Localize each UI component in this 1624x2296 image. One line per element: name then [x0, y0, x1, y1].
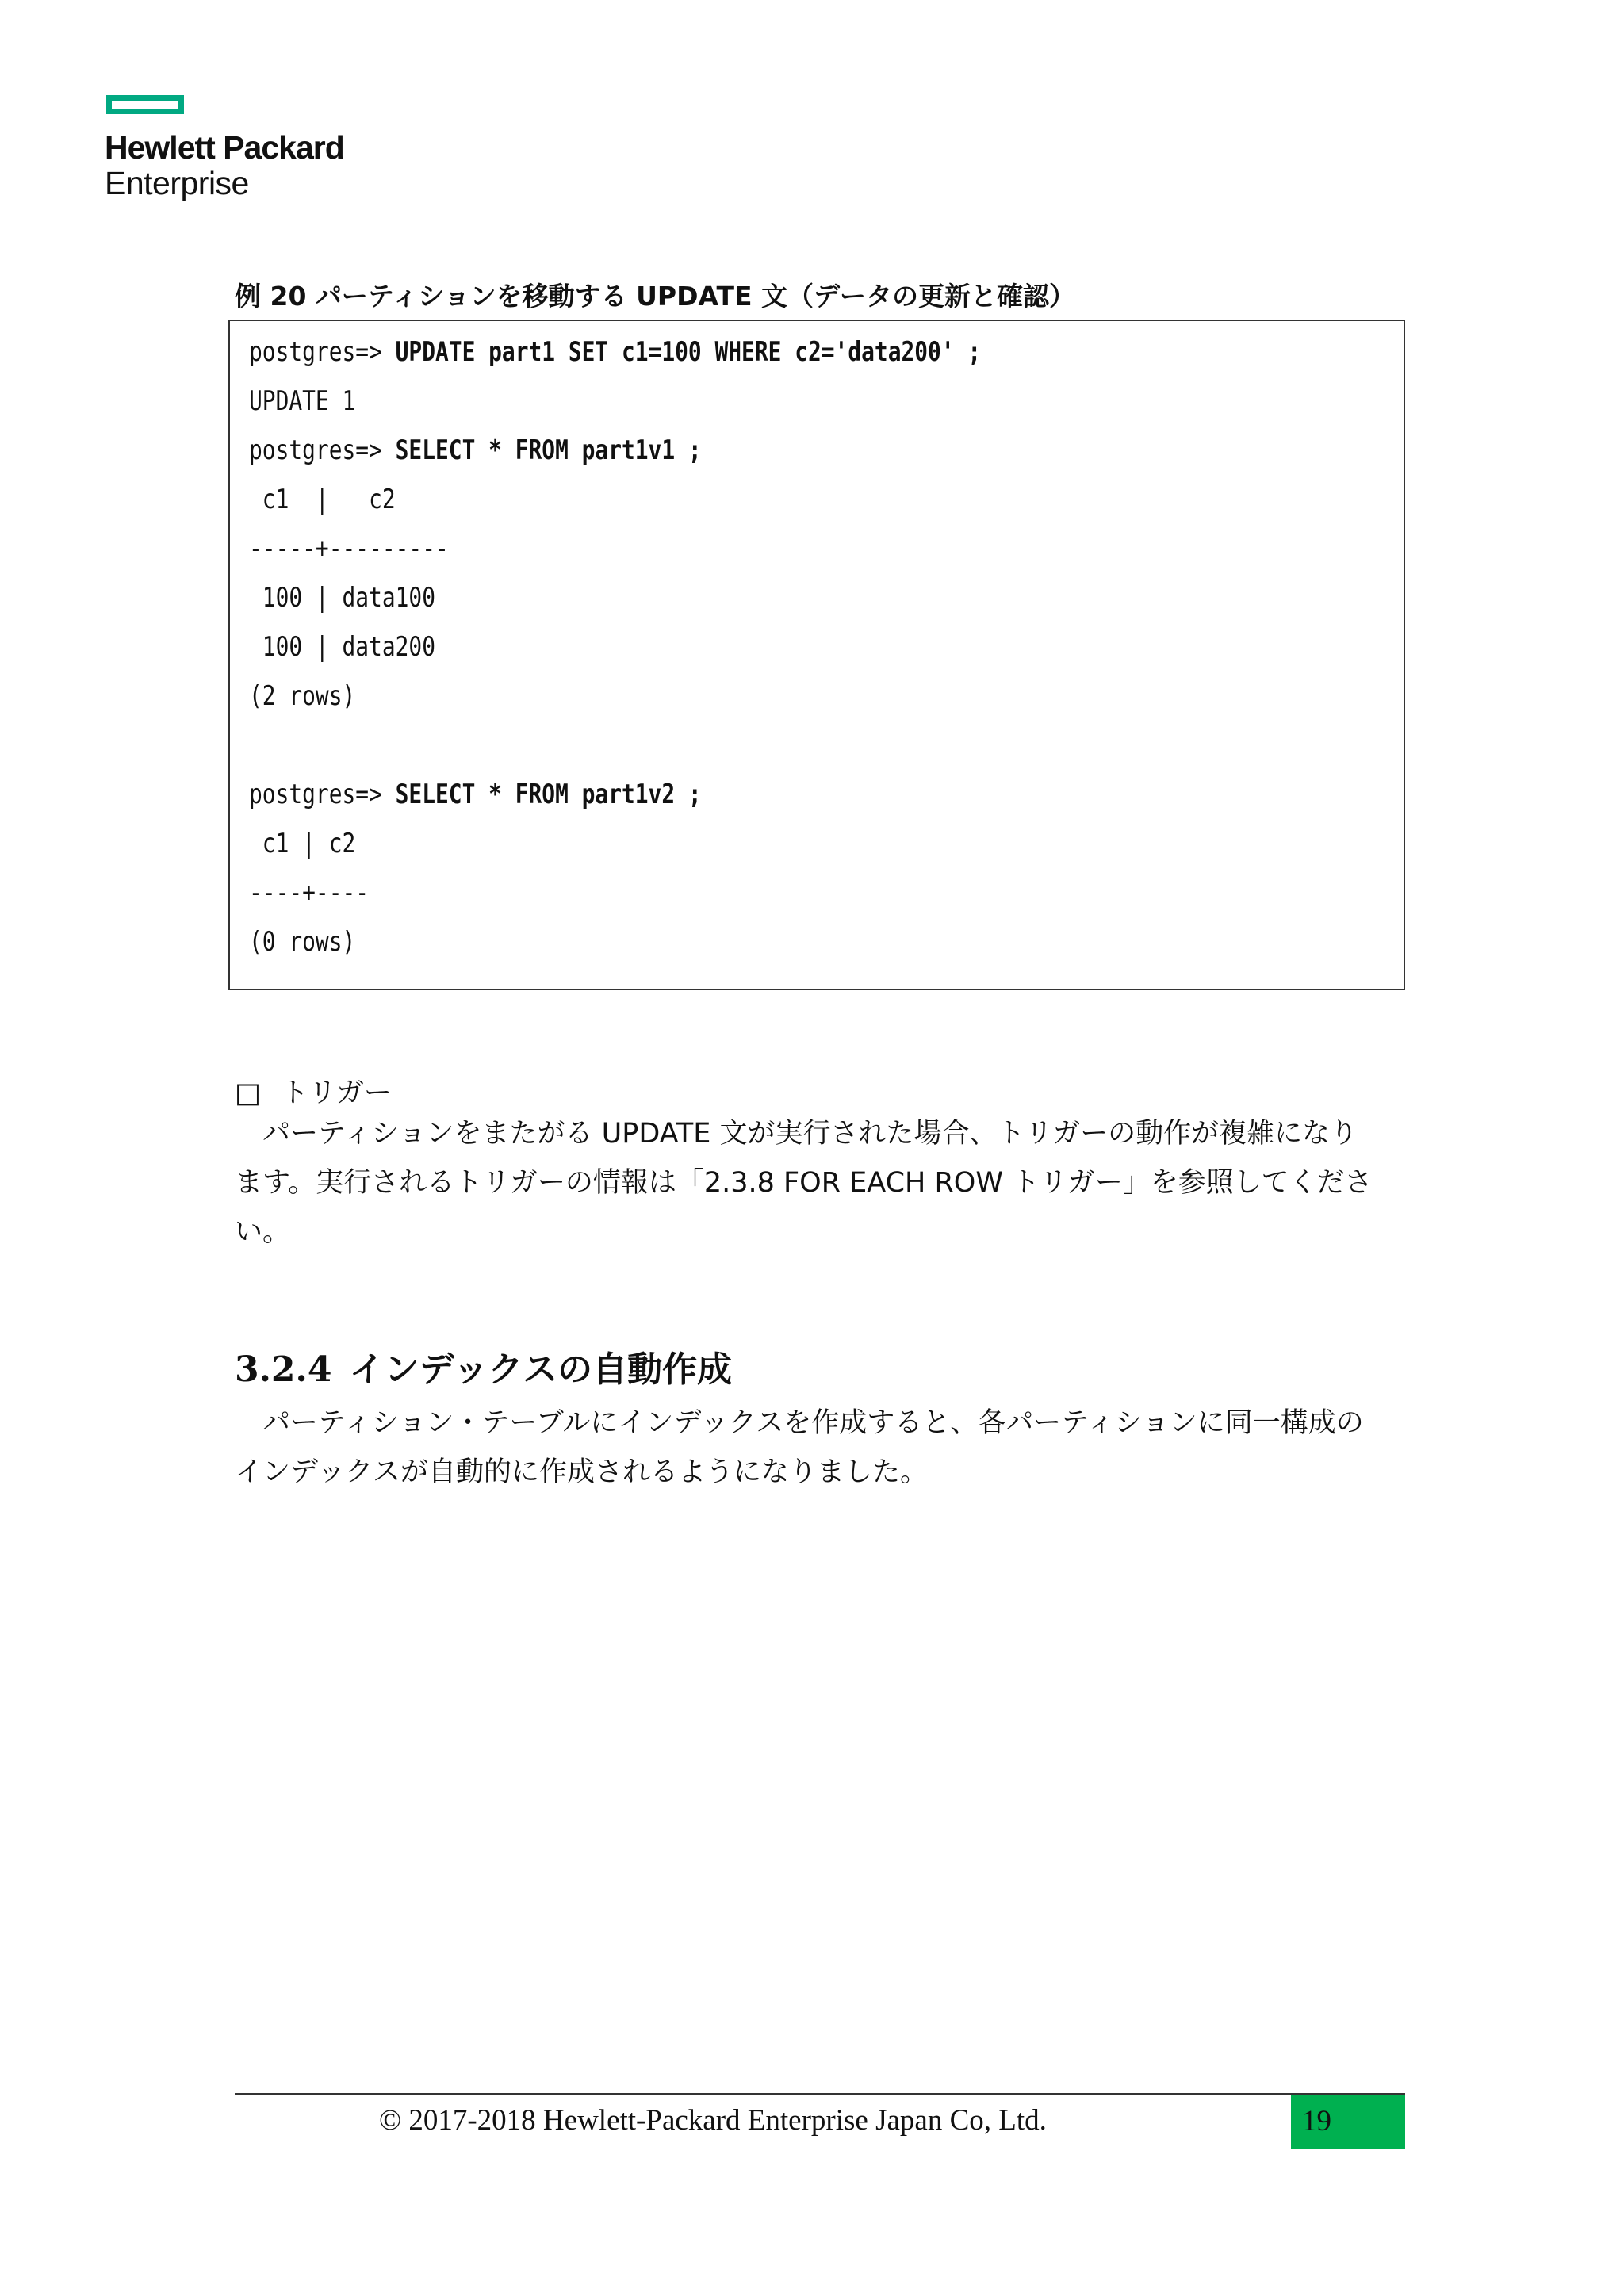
example-caption: 例 20 パーティションを移動する UPDATE 文（データの更新と確認） [235, 281, 1075, 312]
code-line: ----+---- [249, 877, 370, 909]
page-number: 19 [1302, 2105, 1331, 2137]
section-number: 3.2.4 [235, 1349, 332, 1390]
footer-copyright: © 2017-2018 Hewlett-Packard Enterprise Japan Co, Ltd. [379, 2104, 1047, 2137]
hpe-logo-rectangle-icon [106, 95, 184, 114]
trigger-paragraph-line: ます。実行されるトリガーの情報は「2.3.8 FOR EACH ROW トリガー」を参照してくださ [235, 1167, 1373, 1199]
trigger-paragraph-line: い。 [235, 1216, 291, 1248]
code-line: postgres=> UPDATE part1 SET c1=100 WHERE c2='data200' ; [249, 336, 982, 368]
code-line: (2 rows) [249, 680, 356, 712]
page-number-badge [1291, 2095, 1405, 2149]
code-line: -----+--------- [249, 533, 449, 564]
logo-text-line1: Hewlett Packard [105, 129, 344, 166]
code-line: (0 rows) [249, 926, 356, 958]
section-trigger-title [235, 1075, 392, 1112]
code-example-box [228, 320, 1405, 990]
code-line: 100 | data100 [249, 582, 435, 614]
checkbox-bullet-icon: □ [235, 1077, 262, 1109]
code-line: UPDATE 1 [249, 385, 356, 417]
section-heading [235, 1348, 732, 1392]
code-line: postgres=> SELECT * FROM part1v2 ; [249, 779, 702, 810]
code-line: postgres=> SELECT * FROM part1v1 ; [249, 434, 702, 466]
index-paragraph-line: インデックスが自動的に作成されるようになりました。 [235, 1456, 928, 1488]
code-line: c1 | c2 [249, 828, 356, 859]
logo-text-line2: Enterprise [105, 165, 249, 201]
section-title: トリガー [281, 1077, 392, 1109]
footer-divider [235, 2093, 1405, 2095]
index-paragraph-line: パーティション・テーブルにインデックスを作成すると、各パーティションに同一構成の [235, 1407, 1364, 1439]
section-heading-title: インデックスの自動作成 [349, 1349, 733, 1390]
code-line: 100 | data200 [249, 631, 435, 663]
trigger-paragraph-line: パーティションをまたがる UPDATE 文が実行された場合、トリガーの動作が複雑になり [235, 1118, 1358, 1150]
code-line: c1 | c2 [249, 484, 396, 515]
